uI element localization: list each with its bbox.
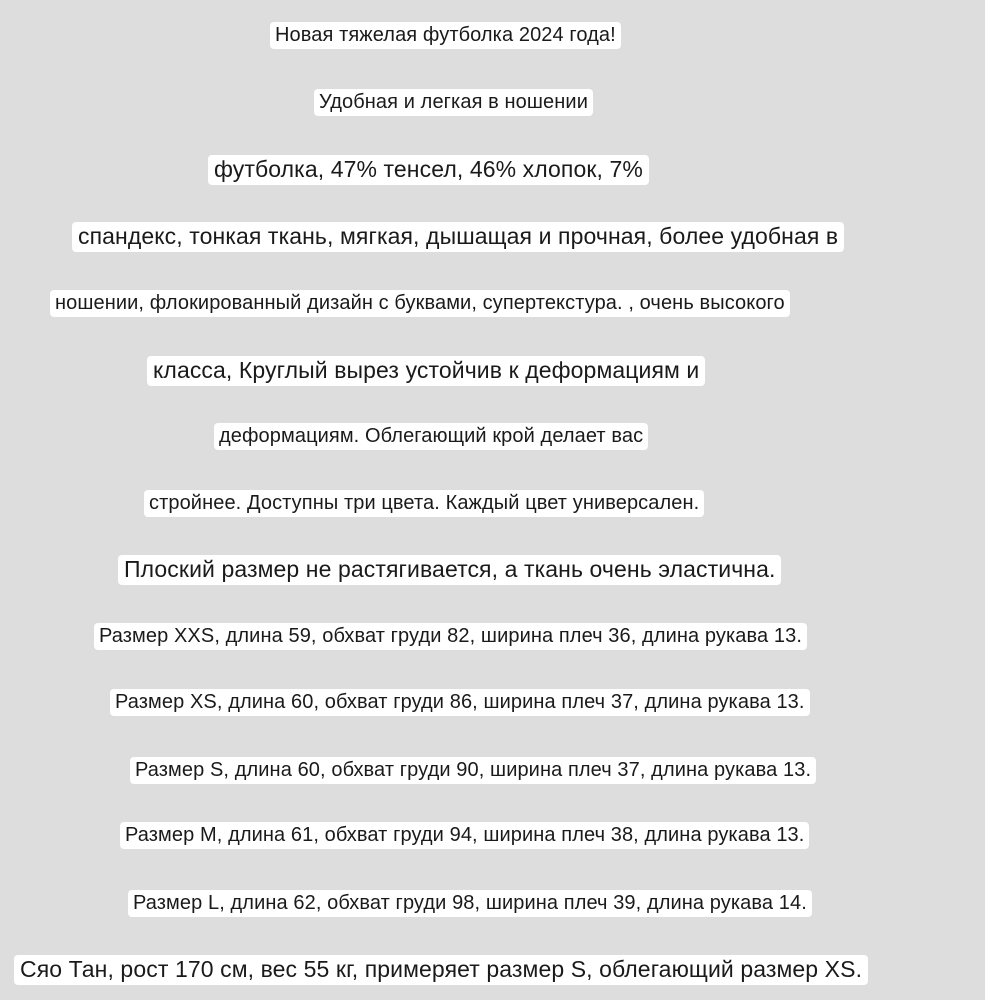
- description-text-line: стройнее. Доступны три цвета. Каждый цвет универсален.: [144, 490, 704, 517]
- size-xs-text: Размер XS, длина 60, обхват груди 86, ширина плеч 37, длина рукава 13.: [110, 689, 810, 716]
- size-l-text: Размер L, длина 62, обхват груди 98, ширина плеч 39, длина рукава 14.: [128, 890, 812, 917]
- description-text-line: деформациям. Облегающий крой делает вас: [214, 423, 648, 450]
- headline-text: Новая тяжелая футболка 2024 года!: [270, 22, 621, 49]
- model-fit-text: Сяо Тан, рост 170 см, вес 55 кг, примеряет размер S, облегающий размер XS.: [14, 955, 868, 985]
- material-text-line: ношении, флокированный дизайн с буквами, супертекстура. , очень высокого: [50, 290, 790, 317]
- size-xxs-text: Размер XXS, длина 59, обхват груди 82, ширина плеч 36, длина рукава 13.: [94, 623, 807, 650]
- description-text-line: класса, Круглый вырез устойчив к деформациям и: [147, 356, 705, 386]
- size-s-text: Размер S, длина 60, обхват груди 90, ширина плеч 37, длина рукава 13.: [130, 757, 816, 784]
- material-text-line: спандекс, тонкая ткань, мягкая, дышащая и прочная, более удобная в: [72, 222, 844, 252]
- material-text-line: футболка, 47% тенсел, 46% хлопок, 7%: [208, 155, 649, 185]
- description-text-line: Плоский размер не растягивается, а ткань очень эластична.: [118, 555, 781, 585]
- subheadline-text: Удобная и легкая в ношении: [314, 89, 593, 116]
- size-m-text: Размер M, длина 61, обхват груди 94, ширина плеч 38, длина рукава 13.: [120, 822, 809, 849]
